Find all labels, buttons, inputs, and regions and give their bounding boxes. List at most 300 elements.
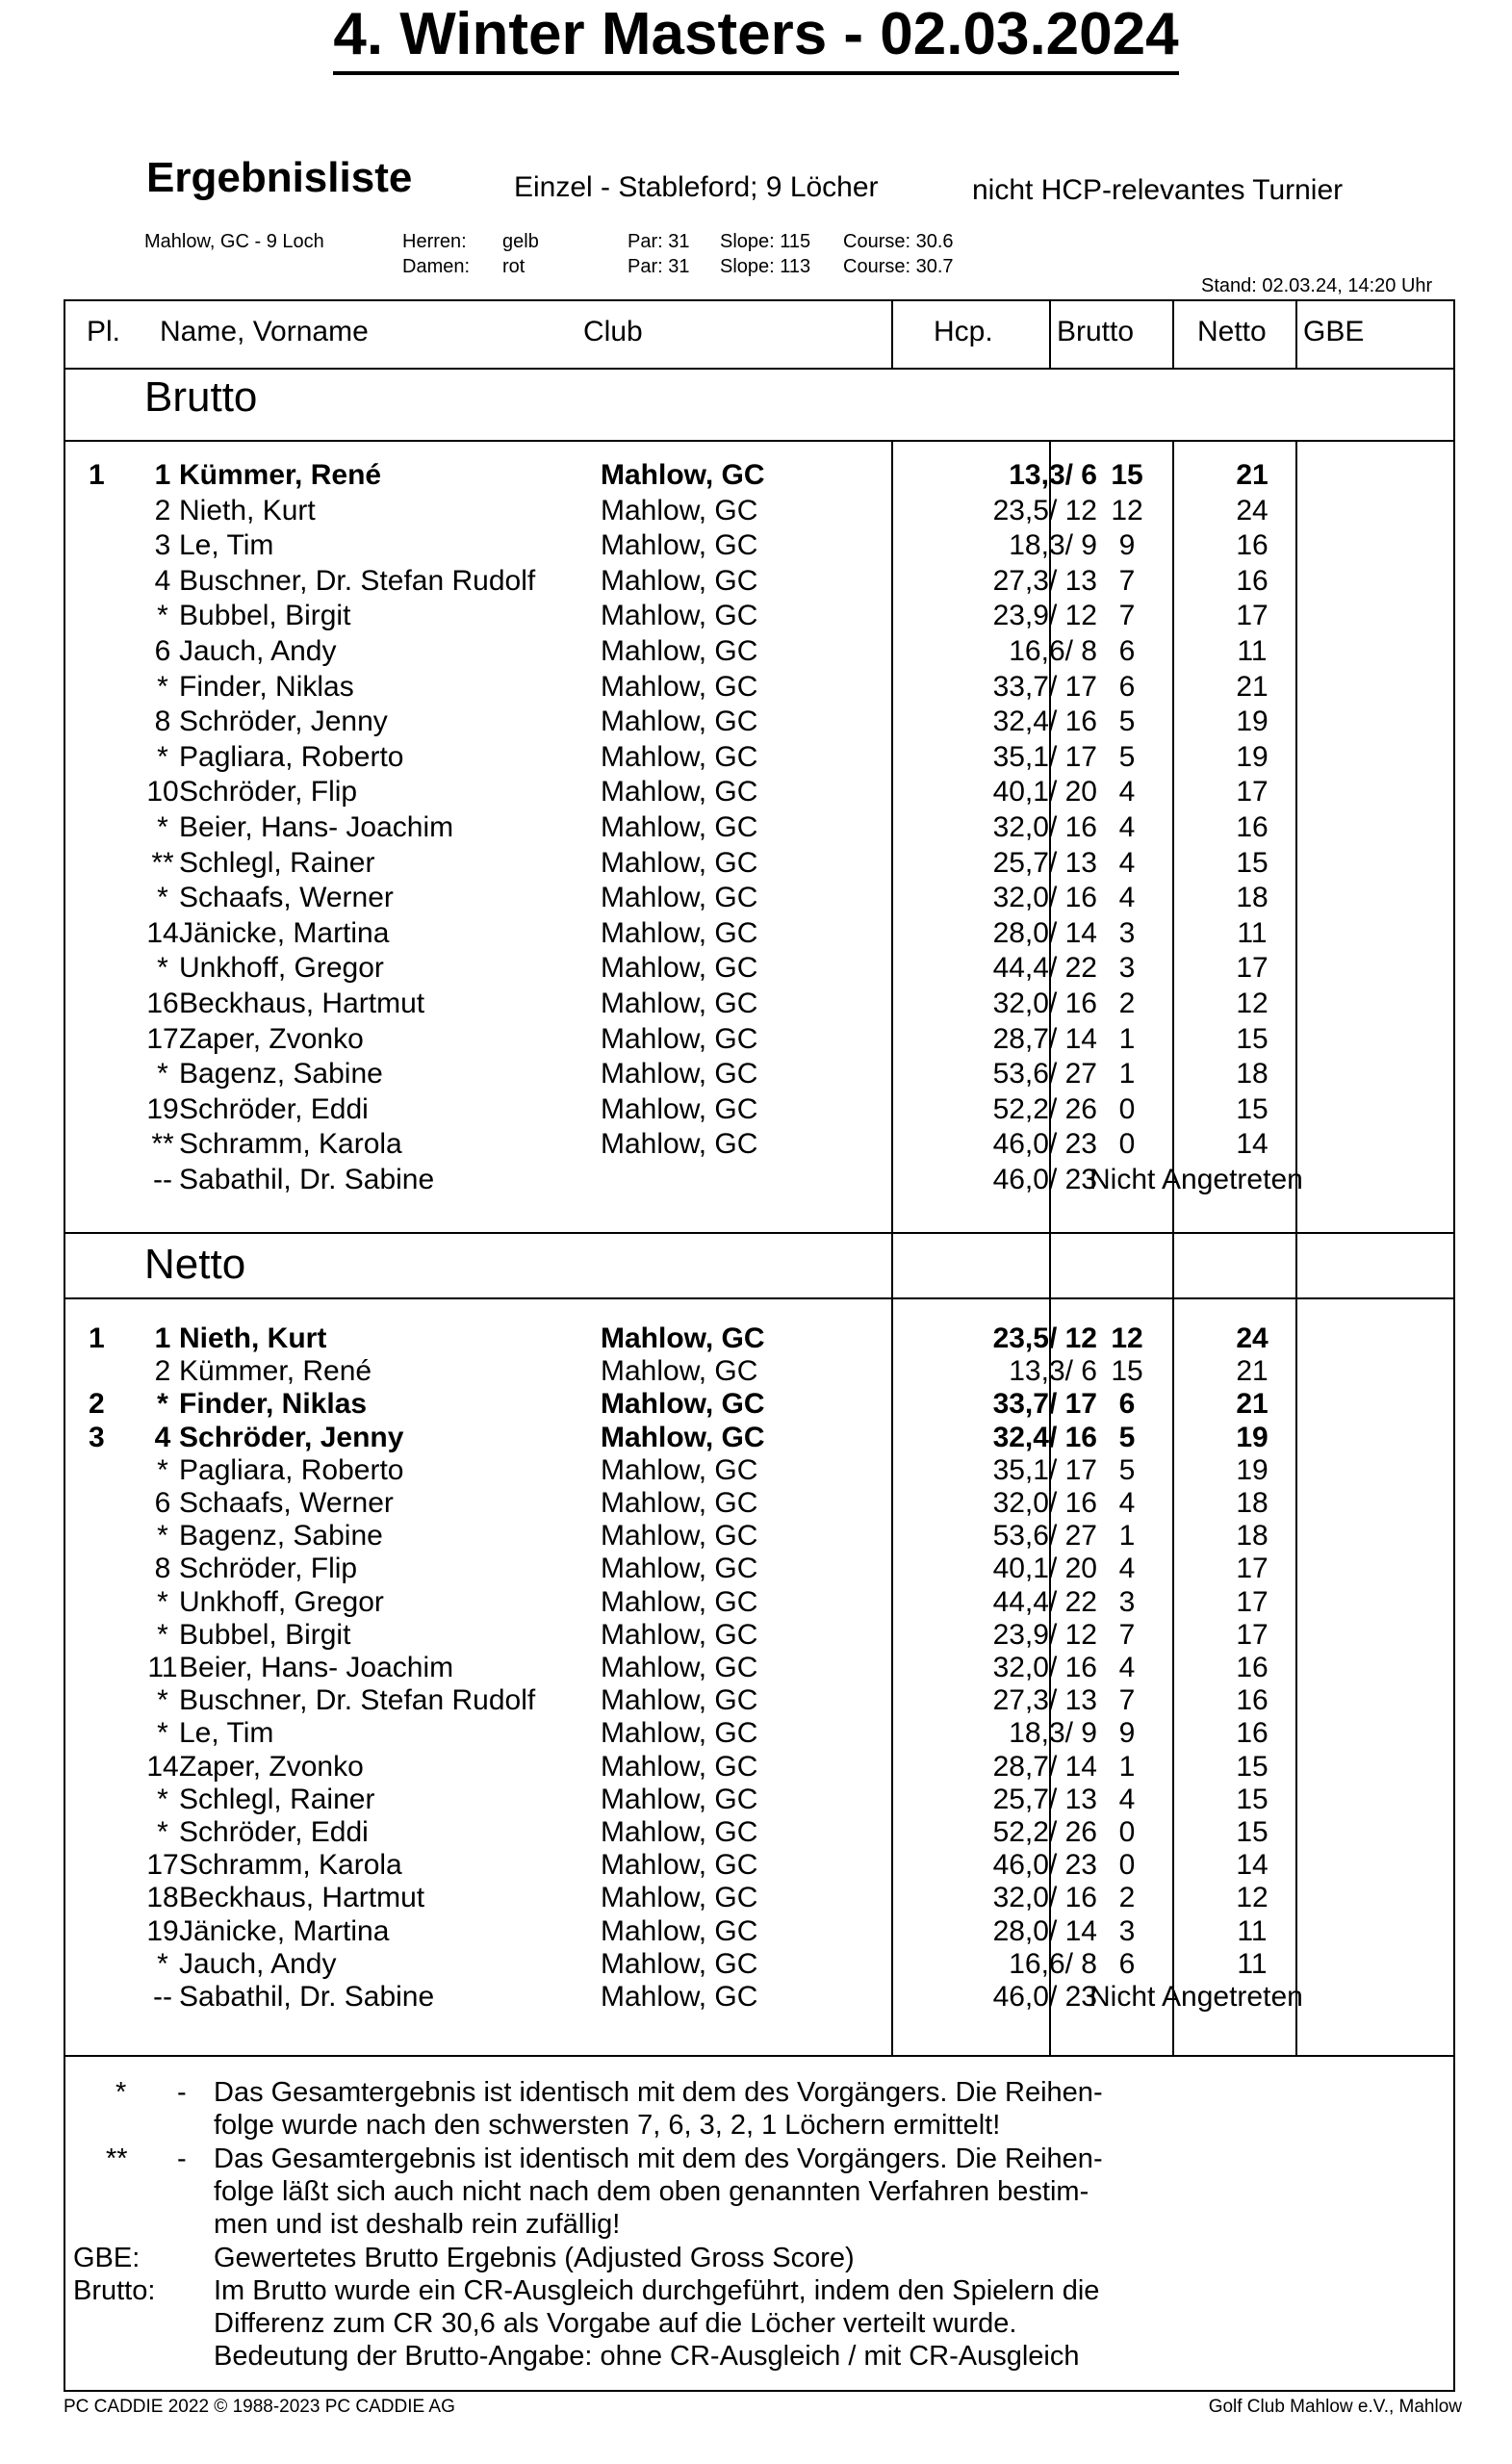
table-row: [64, 847, 1455, 882]
handicap-cell: 35,1/ 17: [992, 1453, 1097, 1486]
position-cell: 6: [154, 1487, 171, 1519]
handicap-cell: 13,3/ 6: [1009, 459, 1097, 491]
name-cell: Schröder, Flip: [179, 1553, 358, 1585]
club-cell: Mahlow, GC: [601, 1618, 758, 1651]
header-hcp: Hcp.: [934, 316, 993, 347]
name-cell: Finder, Niklas: [179, 670, 354, 703]
netto-cell: 21: [1236, 459, 1269, 491]
brutto-cell: 6: [1118, 1947, 1136, 1980]
netto-cell: 11: [1237, 916, 1268, 949]
netto-cell: 11: [1237, 635, 1268, 667]
brutto-cell: 7: [1118, 600, 1136, 632]
table-row: [64, 1586, 1455, 1621]
footnote-text: Das Gesamtergebnis ist identisch mit dem des Vorgängers. Die Reihen-: [214, 2077, 1103, 2108]
name-cell: Schröder, Flip: [179, 776, 358, 808]
handicap-cell: 16,6/ 8: [1009, 635, 1097, 667]
netto-cell: 18: [1236, 1487, 1269, 1519]
netto-cell: 19: [1236, 706, 1269, 738]
name-cell: Schaafs, Werner: [179, 882, 394, 914]
netto-cell: 16: [1236, 1684, 1269, 1717]
brutto-cell: 1: [1118, 1022, 1136, 1055]
tee-slope: Slope: 113: [720, 256, 811, 277]
club-cell: Mahlow, GC: [601, 1487, 758, 1519]
name-cell: Schramm, Karola: [179, 1128, 402, 1161]
club-cell: Mahlow, GC: [601, 1717, 758, 1750]
footnote-key: Brutto:: [73, 2274, 156, 2306]
handicap-cell: 23,5/ 12: [992, 494, 1097, 526]
handicap-cell: 13,3/ 6: [1009, 1355, 1097, 1388]
club-cell: Mahlow, GC: [601, 529, 758, 562]
handicap-cell: 44,4/ 22: [992, 1585, 1097, 1618]
brutto-cell: 4: [1118, 846, 1136, 879]
brutto-cell: 7: [1118, 1684, 1136, 1717]
position-cell: *: [157, 1388, 168, 1421]
name-cell: Pagliara, Roberto: [179, 740, 404, 773]
subtitle: Ergebnisliste: [146, 154, 413, 201]
name-cell: Schaafs, Werner: [179, 1487, 394, 1519]
table-row: [64, 1816, 1455, 1851]
handicap-cell: 28,0/ 14: [992, 1914, 1097, 1947]
footnote-dash: -: [177, 2143, 187, 2174]
footnote-text: Bedeutung der Brutto-Angabe: ohne CR-Ausgleich / mit CR-Ausgleich: [214, 2341, 1080, 2373]
position-cell: *: [157, 600, 168, 632]
name-cell: Zaper, Zvonko: [179, 1022, 364, 1055]
brutto-cell: 15: [1111, 459, 1143, 491]
brutto-cell: 2: [1118, 988, 1136, 1019]
handicap-cell: 33,7/ 17: [992, 1388, 1097, 1421]
netto-cell: 24: [1236, 1322, 1269, 1354]
club-cell: Mahlow, GC: [601, 1849, 758, 1882]
name-cell: Jänicke, Martina: [179, 916, 390, 949]
handicap-cell: 52,2/ 26: [992, 1092, 1097, 1125]
club-cell: Mahlow, GC: [601, 600, 758, 632]
footnote-text: Im Brutto wurde ein CR-Ausgleich durchgeführt, indem den Spielern die: [214, 2274, 1100, 2306]
handicap-cell: 35,1/ 17: [992, 740, 1097, 773]
netto-cell: 17: [1236, 1618, 1269, 1651]
netto-cell: 17: [1236, 1585, 1269, 1618]
club-cell: Mahlow, GC: [601, 1585, 758, 1618]
footnote-text: Differenz zum CR 30,6 als Vorgabe auf die Löcher verteilt wurde.: [214, 2308, 1017, 2340]
name-cell: Bagenz, Sabine: [179, 1058, 383, 1091]
position-cell: *: [157, 1618, 168, 1651]
footnote-key: *: [115, 2077, 127, 2108]
club-cell: Mahlow, GC: [601, 1322, 765, 1354]
tee-slope: Slope: 115: [720, 231, 811, 252]
table-row: [64, 917, 1455, 952]
club-cell: Mahlow, GC: [601, 670, 758, 703]
handicap-cell: 32,0/ 16: [992, 988, 1097, 1019]
table-row: [64, 1784, 1455, 1818]
table-row: [64, 1717, 1455, 1752]
position-cell: *: [157, 1717, 168, 1750]
table-row: [64, 988, 1455, 1022]
brutto-cell: 9: [1118, 529, 1136, 562]
netto-cell: 15: [1236, 846, 1269, 879]
club-cell: Mahlow, GC: [601, 1092, 758, 1125]
club-cell: Mahlow, GC: [601, 1684, 758, 1717]
brutto-cell: 6: [1118, 670, 1136, 703]
table-row: [64, 600, 1455, 634]
club-cell: Mahlow, GC: [601, 811, 758, 843]
name-cell: Jauch, Andy: [179, 635, 337, 667]
position-cell: *: [157, 1816, 168, 1848]
handicap-cell: 53,6/ 27: [992, 1520, 1097, 1553]
club-cell: Mahlow, GC: [601, 459, 765, 491]
netto-cell: 16: [1236, 529, 1269, 562]
handicap-cell: 18,3/ 9: [1009, 1717, 1097, 1750]
course-name: Mahlow, GC - 9 Loch: [144, 231, 324, 252]
handicap-cell: 40,1/ 20: [992, 776, 1097, 808]
club-cell: Mahlow, GC: [601, 1783, 758, 1815]
netto-cell: 11: [1237, 1947, 1268, 1980]
table-row: [64, 882, 1455, 916]
header-club: Club: [583, 316, 643, 347]
header-brutto: Brutto: [1057, 316, 1135, 347]
footnote-key: **: [106, 2143, 128, 2174]
divider: [64, 368, 1455, 370]
handicap-cell: 25,7/ 13: [992, 846, 1097, 879]
table-row: [64, 1553, 1455, 1587]
table-row: [64, 1164, 1455, 1198]
handicap-cell: 18,3/ 9: [1009, 529, 1097, 562]
handicap-cell: 27,3/ 13: [992, 1684, 1097, 1717]
handicap-cell: 32,4/ 16: [992, 1421, 1097, 1453]
table-row: [64, 1619, 1455, 1654]
handicap-cell: 32,0/ 16: [992, 1652, 1097, 1683]
netto-cell: 18: [1236, 1058, 1269, 1091]
position-cell: 14: [146, 1750, 179, 1783]
club-cell: Mahlow, GC: [601, 1022, 758, 1055]
table-row: [64, 1093, 1455, 1128]
name-cell: Nieth, Kurt: [179, 494, 316, 526]
handicap-cell: 23,9/ 12: [992, 1618, 1097, 1651]
netto-cell: 21: [1236, 1388, 1269, 1421]
club-cell: Mahlow, GC: [601, 740, 758, 773]
name-cell: Unkhoff, Gregor: [179, 952, 384, 985]
club-cell: Mahlow, GC: [601, 1058, 758, 1091]
club-cell: Mahlow, GC: [601, 1816, 758, 1848]
table-row: [64, 1948, 1455, 1983]
rank-cell: 1: [89, 459, 105, 491]
col-divider: [891, 299, 893, 369]
name-cell: Bagenz, Sabine: [179, 1520, 383, 1553]
brutto-cell: 2: [1118, 1882, 1136, 1914]
position-cell: 19: [146, 1914, 179, 1947]
tee-label: Herren:: [402, 231, 467, 252]
brutto-cell: 1: [1118, 1058, 1136, 1091]
brutto-cell: 3: [1118, 952, 1136, 985]
club-cell: Mahlow, GC: [601, 1750, 758, 1783]
netto-cell: 17: [1236, 952, 1269, 985]
club-cell: Mahlow, GC: [601, 776, 758, 808]
position-cell: 8: [154, 1553, 171, 1585]
netto-cell: 17: [1236, 776, 1269, 808]
netto-cell: 16: [1236, 1652, 1269, 1683]
tee-par: Par: 31: [628, 256, 690, 277]
tee-course: Course: 30.7: [843, 256, 954, 277]
table-row: [64, 1981, 1455, 2015]
table-row: [64, 1684, 1455, 1719]
table-row: [64, 671, 1455, 706]
name-cell: Kümmer, René: [179, 1355, 372, 1388]
position-cell: 10: [146, 776, 179, 808]
handicap-cell: 46,0/ 23: [992, 1981, 1097, 2013]
netto-cell: 12: [1236, 1882, 1269, 1914]
section-title-brutto: Brutto: [144, 373, 258, 421]
netto-cell: 12: [1236, 988, 1269, 1019]
brutto-cell: 4: [1118, 1487, 1136, 1519]
header-pl: Pl.: [87, 316, 121, 347]
handicap-cell: 28,7/ 14: [992, 1750, 1097, 1783]
name-cell: Jänicke, Martina: [179, 1914, 390, 1947]
netto-cell: 19: [1236, 1421, 1269, 1453]
position-cell: *: [157, 1058, 168, 1091]
netto-cell: 15: [1236, 1783, 1269, 1815]
name-cell: Kümmer, René: [179, 459, 382, 491]
position-cell: 17: [146, 1849, 179, 1882]
club-cell: Mahlow, GC: [601, 846, 758, 879]
table-row: [64, 1882, 1455, 1916]
position-cell: *: [157, 1947, 168, 1980]
table-row: [64, 1454, 1455, 1489]
handicap-cell: 46,0/ 23: [992, 1128, 1097, 1161]
club-cell: Mahlow, GC: [601, 1553, 758, 1585]
brutto-cell: 5: [1118, 1453, 1136, 1486]
handicap-cell: 32,0/ 16: [992, 882, 1097, 914]
brutto-cell: 4: [1118, 776, 1136, 808]
netto-cell: 24: [1236, 494, 1269, 526]
position-cell: --: [153, 1981, 172, 2013]
table-row: [64, 952, 1455, 987]
brutto-cell: 3: [1118, 916, 1136, 949]
club-cell: Mahlow, GC: [601, 706, 758, 738]
handicap-cell: 25,7/ 13: [992, 1783, 1097, 1815]
position-cell: *: [157, 670, 168, 703]
divider: [64, 2055, 1455, 2057]
club-cell: Mahlow, GC: [601, 1453, 758, 1486]
divider: [64, 1297, 1455, 1299]
netto-cell: 17: [1236, 1553, 1269, 1585]
brutto-cell: 3: [1118, 1914, 1136, 1947]
position-cell: 14: [146, 916, 179, 949]
name-cell: Schröder, Eddi: [179, 1092, 369, 1125]
table-row: [64, 1023, 1455, 1058]
position-cell: *: [157, 882, 168, 914]
position-cell: *: [157, 952, 168, 985]
netto-cell: 11: [1237, 1914, 1268, 1947]
table-row: [64, 635, 1455, 670]
position-cell: 6: [154, 635, 171, 667]
name-cell: Pagliara, Roberto: [179, 1453, 404, 1486]
netto-cell: 15: [1236, 1750, 1269, 1783]
stand-timestamp: Stand: 02.03.24, 14:20 Uhr: [1201, 275, 1433, 296]
footnote-text: Gewertetes Brutto Ergebnis (Adjusted Gross Score): [214, 2242, 855, 2273]
club-cell: Mahlow, GC: [601, 1388, 765, 1421]
brutto-cell: 3: [1118, 1585, 1136, 1618]
name-cell: Schlegl, Rainer: [179, 1783, 375, 1815]
table-row: [64, 1322, 1455, 1357]
handicap-cell: 53,6/ 27: [992, 1058, 1097, 1091]
brutto-cell: 7: [1118, 564, 1136, 597]
club-cell: Mahlow, GC: [601, 1520, 758, 1553]
footnote-key: GBE:: [73, 2242, 141, 2273]
name-cell: Buschner, Dr. Stefan Rudolf: [179, 1684, 536, 1717]
footer-copyright: PC CADDIE 2022 © 1988-2023 PC CADDIE AG: [64, 2397, 455, 2417]
status-note: Nicht Angetreten: [1089, 1981, 1303, 2013]
brutto-cell: 0: [1118, 1092, 1136, 1125]
netto-cell: 17: [1236, 600, 1269, 632]
netto-cell: 14: [1236, 1128, 1269, 1161]
tee-course: Course: 30.6: [843, 231, 954, 252]
handicap-cell: 32,0/ 16: [992, 1487, 1097, 1519]
handicap-cell: 32,4/ 16: [992, 706, 1097, 738]
col-divider: [1172, 299, 1174, 369]
club-cell: Mahlow, GC: [601, 1882, 758, 1914]
tee-par: Par: 31: [628, 231, 690, 252]
brutto-cell: 5: [1118, 1421, 1136, 1453]
netto-cell: 15: [1236, 1816, 1269, 1848]
name-cell: Jauch, Andy: [179, 1947, 337, 1980]
brutto-cell: 4: [1118, 1553, 1136, 1585]
position-cell: --: [153, 1164, 172, 1195]
name-cell: Schröder, Eddi: [179, 1816, 369, 1848]
name-cell: Unkhoff, Gregor: [179, 1585, 384, 1618]
club-cell: Mahlow, GC: [601, 635, 758, 667]
table-row: [64, 706, 1455, 740]
position-cell: *: [157, 740, 168, 773]
table-row: [64, 1652, 1455, 1686]
footnote-text: Das Gesamtergebnis ist identisch mit dem des Vorgängers. Die Reihen-: [214, 2143, 1103, 2174]
table-row: [64, 776, 1455, 810]
handicap-cell: 40,1/ 20: [992, 1553, 1097, 1585]
netto-cell: 14: [1236, 1849, 1269, 1882]
brutto-cell: 12: [1111, 494, 1143, 526]
title-text: 4. Winter Masters - 02.03.2024: [333, 0, 1178, 75]
position-cell: 8: [154, 706, 171, 738]
club-cell: Mahlow, GC: [601, 1947, 758, 1980]
position-cell: 1: [154, 459, 171, 491]
handicap-cell: 27,3/ 13: [992, 564, 1097, 597]
brutto-cell: 0: [1118, 1849, 1136, 1882]
brutto-cell: 6: [1118, 1388, 1136, 1421]
table-row: [64, 1849, 1455, 1884]
tee-color: gelb: [502, 231, 539, 252]
netto-cell: 16: [1236, 811, 1269, 843]
status-note: Nicht Angetreten: [1089, 1164, 1303, 1195]
brutto-cell: 0: [1118, 1128, 1136, 1161]
page-title: [0, 0, 1512, 75]
name-cell: Schröder, Jenny: [179, 1421, 404, 1453]
netto-cell: 19: [1236, 740, 1269, 773]
col-divider: [1049, 299, 1051, 369]
position-cell: 19: [146, 1092, 179, 1125]
position-cell: *: [157, 1585, 168, 1618]
handicap-cell: 28,7/ 14: [992, 1022, 1097, 1055]
netto-cell: 19: [1236, 1453, 1269, 1486]
netto-cell: 21: [1236, 1355, 1269, 1388]
table-row: [64, 459, 1455, 494]
name-cell: Beier, Hans- Joachim: [179, 1652, 454, 1683]
position-cell: **: [151, 1128, 174, 1161]
club-cell: Mahlow, GC: [601, 1981, 758, 2013]
table-row: [64, 1388, 1455, 1423]
handicap-cell: 23,9/ 12: [992, 600, 1097, 632]
handicap-cell: 33,7/ 17: [992, 670, 1097, 703]
position-cell: 11: [147, 1652, 178, 1683]
position-cell: 4: [154, 1421, 171, 1453]
name-cell: Schramm, Karola: [179, 1849, 402, 1882]
handicap-cell: 46,0/ 23: [992, 1849, 1097, 1882]
brutto-cell: 4: [1118, 882, 1136, 914]
netto-cell: 18: [1236, 882, 1269, 914]
footnote-dash: -: [177, 2077, 187, 2108]
handicap-cell: 32,0/ 16: [992, 811, 1097, 843]
brutto-cell: 1: [1118, 1750, 1136, 1783]
footnote-text: folge wurde nach den schwersten 7, 6, 3, 2, 1 Löchern ermittelt!: [214, 2110, 1001, 2142]
format-label: Einzel - Stableford; 9 Löcher: [514, 171, 879, 203]
table-row: [64, 565, 1455, 600]
position-cell: 1: [154, 1322, 171, 1354]
table-row: [64, 1520, 1455, 1554]
name-cell: Beier, Hans- Joachim: [179, 811, 454, 843]
netto-cell: 21: [1236, 670, 1269, 703]
club-cell: Mahlow, GC: [601, 1355, 758, 1388]
name-cell: Sabathil, Dr. Sabine: [179, 1164, 435, 1195]
hcp-note: nicht HCP-relevantes Turnier: [972, 174, 1344, 206]
position-cell: *: [157, 1684, 168, 1717]
name-cell: Finder, Niklas: [179, 1388, 368, 1421]
footnote-text: folge läßt sich auch nicht nach dem oben genannten Verfahren bestim-: [214, 2175, 1089, 2207]
header-gbe: GBE: [1303, 316, 1365, 347]
tee-label: Damen:: [402, 256, 471, 277]
table-row: [64, 1915, 1455, 1950]
rank-cell: 1: [89, 1322, 105, 1354]
table-row: [64, 741, 1455, 776]
section-title-netto: Netto: [144, 1241, 246, 1288]
divider: [64, 1232, 1455, 1234]
brutto-cell: 1: [1118, 1520, 1136, 1553]
table-row: [64, 1355, 1455, 1390]
brutto-cell: 12: [1111, 1322, 1143, 1354]
position-cell: 2: [154, 1355, 171, 1388]
club-cell: Mahlow, GC: [601, 1652, 758, 1683]
table-row: [64, 1128, 1455, 1163]
handicap-cell: 46,0/ 23: [992, 1164, 1097, 1195]
netto-cell: 16: [1236, 1717, 1269, 1750]
name-cell: Bubbel, Birgit: [179, 1618, 351, 1651]
name-cell: Beckhaus, Hartmut: [179, 1882, 425, 1914]
brutto-cell: 7: [1118, 1618, 1136, 1651]
col-divider: [1295, 299, 1297, 369]
handicap-cell: 16,6/ 8: [1009, 1947, 1097, 1980]
brutto-cell: 4: [1118, 811, 1136, 843]
position-cell: 16: [146, 988, 179, 1019]
name-cell: Le, Tim: [179, 529, 274, 562]
club-cell: Mahlow, GC: [601, 916, 758, 949]
position-cell: 2: [154, 494, 171, 526]
table-row: [64, 1058, 1455, 1092]
position-cell: *: [157, 1520, 168, 1553]
table-row: [64, 495, 1455, 529]
club-cell: Mahlow, GC: [601, 952, 758, 985]
tee-color: rot: [502, 256, 525, 277]
position-cell: 18: [146, 1882, 179, 1914]
club-cell: Mahlow, GC: [601, 1128, 758, 1161]
name-cell: Schlegl, Rainer: [179, 846, 375, 879]
position-cell: *: [157, 1453, 168, 1486]
club-cell: Mahlow, GC: [601, 882, 758, 914]
position-cell: *: [157, 811, 168, 843]
